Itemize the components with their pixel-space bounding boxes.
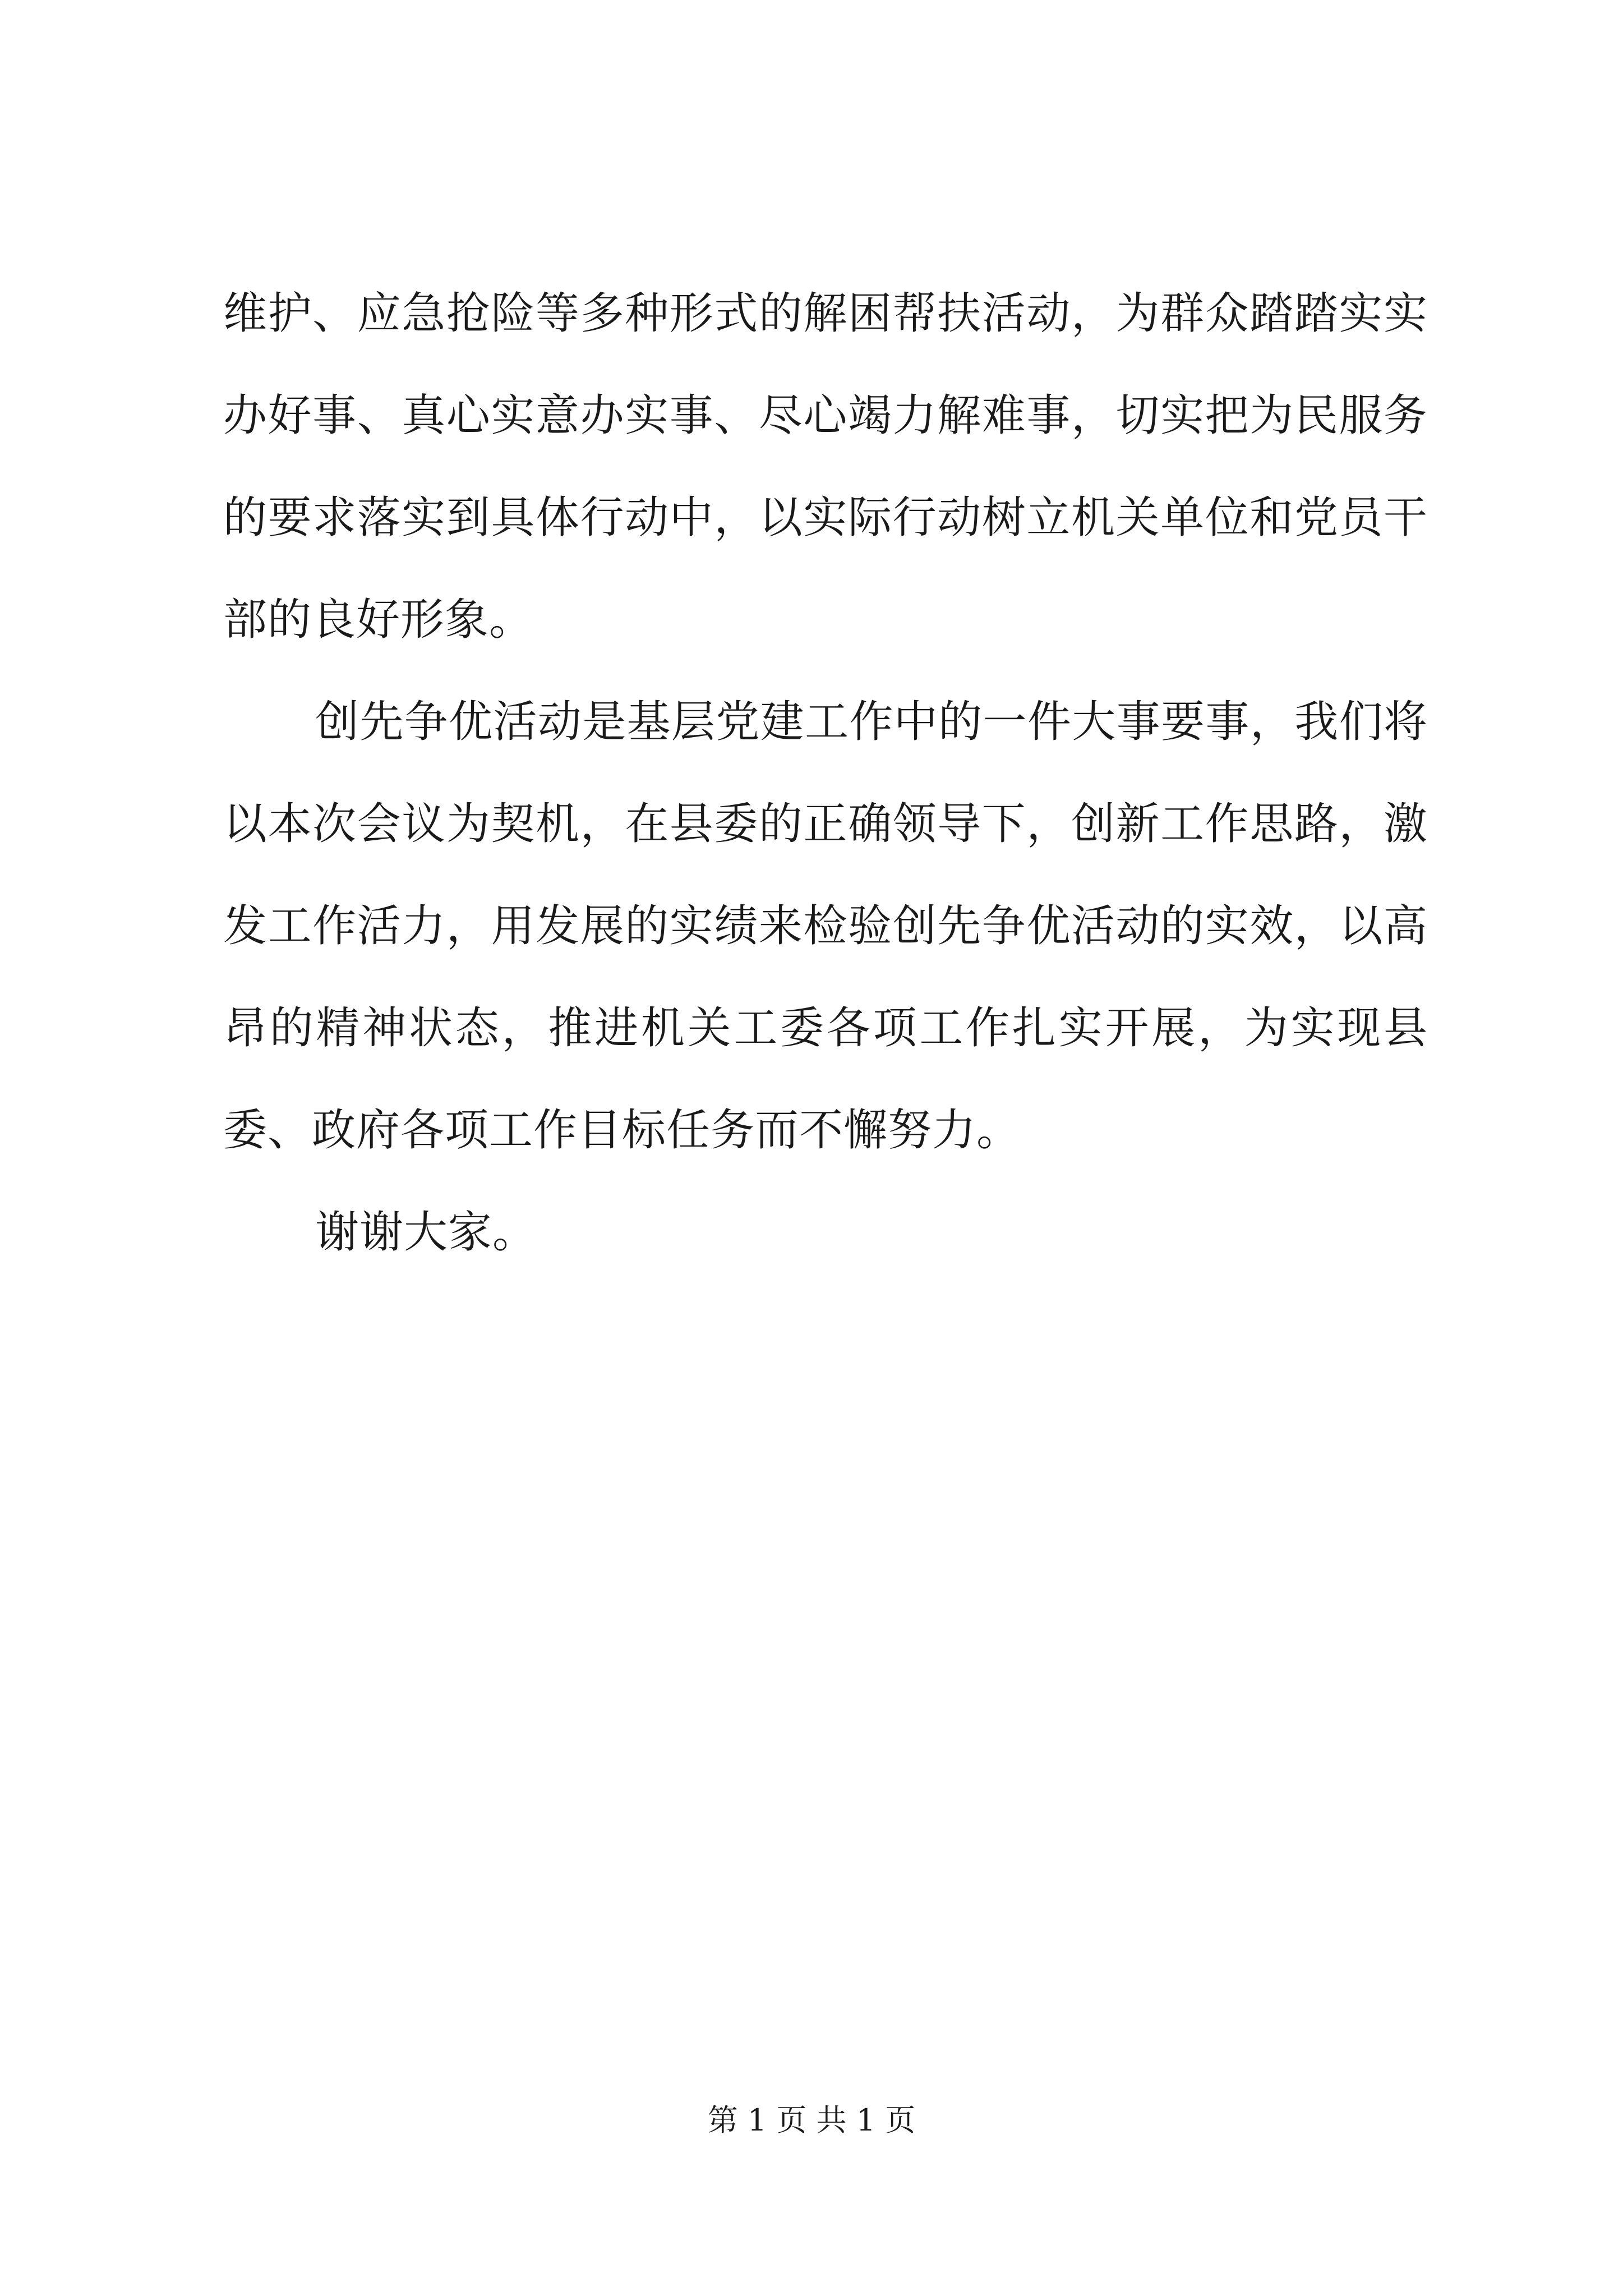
paragraph-thanks: 谢谢大家。 xyxy=(315,1207,537,1258)
page-footer: 第 1 页 共 1 页 xyxy=(707,2102,916,2138)
paragraph-continuation: 维护、应急抢险等多种形式的解困帮扶活动，为群众踏踏实实办好事、真心实意办实事、尽心竭力解难事，切实把为民服务的要求落实到具体行动中，以实际行动树立机关单位和党员干部的良好形象。 xyxy=(223,288,1428,645)
document-body xyxy=(223,263,1428,1283)
paragraph-closing-commitment: 创先争优活动是基层党建工作中的一件大事要事，我们将以本次会议为契机，在县委的正确领导下，创新工作思路，激发工作活力，用发展的实绩来检验创先争优活动的实效，以高昂的精神状态，推进机关工委各项工作扎实开展，为实现县委、政府各项工作目标任务而不懈努力。 xyxy=(223,697,1428,1156)
